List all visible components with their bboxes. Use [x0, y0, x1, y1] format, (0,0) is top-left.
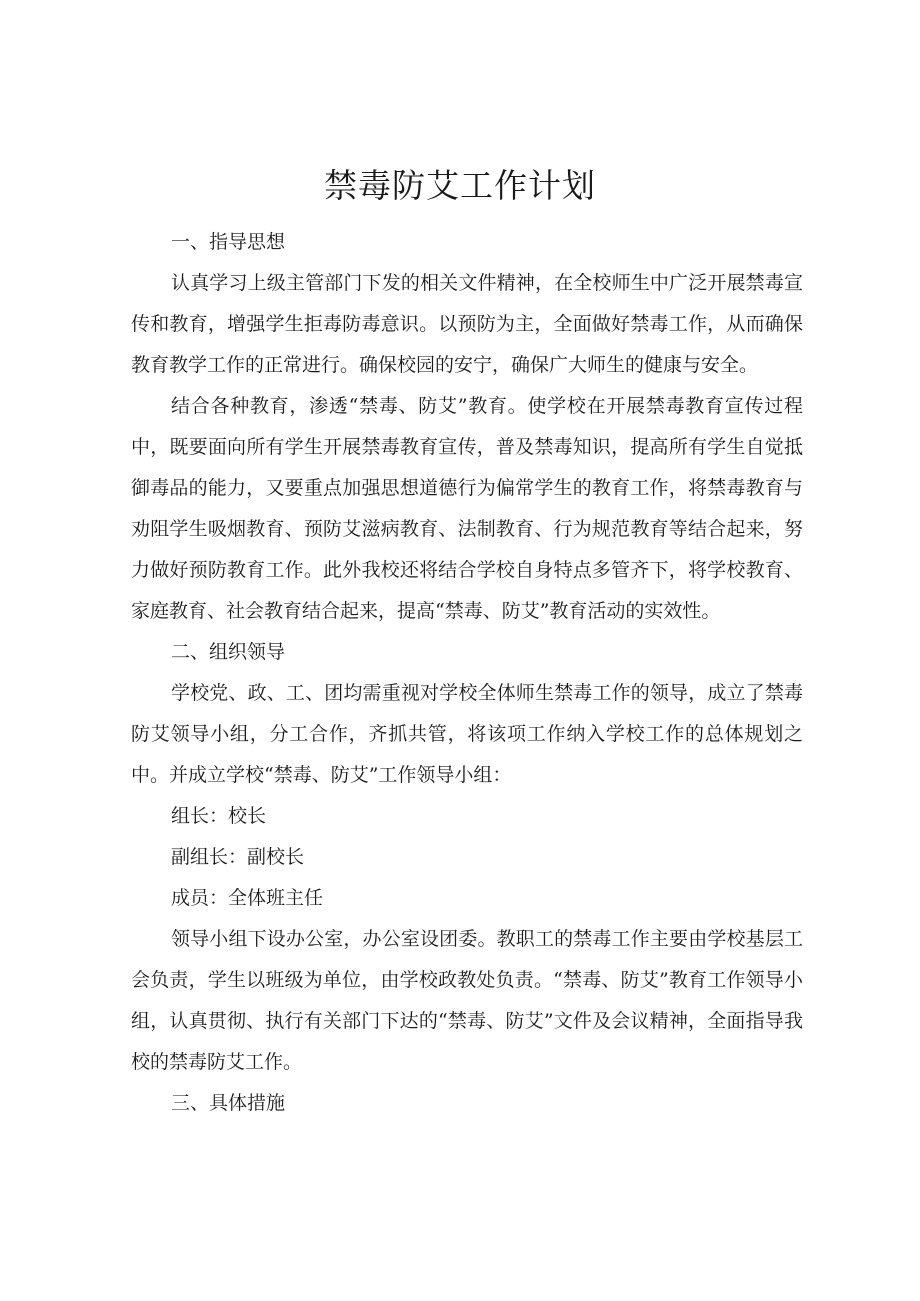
- paragraph-guiding-ideology-2: 结合各种教育，渗透“禁毒、防艾”教育。使学校在开展禁毒教育宣传过程中，既要面向所有学生开展禁毒教育宣传，普及禁毒知识，提高所有学生自觉抵御毒品的能力，又要重点加强思想道德行为偏常学生的教育工作，将禁毒教育与劝阻学生吸烟教育、预防艾滋病教育、法制教育、行为规范教育等结合起来，努力做好预防教育工作。此外我校还将结合学校自身特点多管齐下，将学校教育、家庭教育、社会教育结合起来，提高“禁毒、防艾”教育活动的实效性。: [131, 395, 803, 622]
- paragraph-organization-2: 领导小组下设办公室，办公室设团委。教职工的禁毒工作主要由学校基层工会负责，学生以班级为单位，由学校政教处负责。“禁毒、防艾”教育工作领导小组，认真贯彻、执行有关部门下达的“禁毒、防艾”文件及会议精神，全面指导我校的禁毒防艾工作。: [131, 928, 803, 1073]
- document-body: [131, 222, 803, 1124]
- paragraph-organization-1: 学校党、政、工、团均需重视对学校全体师生禁毒工作的领导，成立了禁毒防艾领导小组，分工合作，齐抓共管，将该项工作纳入学校工作的总体规划之中。并成立学校“禁毒、防艾”工作领导小组：: [131, 682, 803, 786]
- section-heading-organization: 二、组织领导: [171, 641, 286, 663]
- leader-line: 组长：校长: [171, 805, 267, 827]
- deputy-leader-line: 副组长：副校长: [171, 846, 305, 868]
- section-heading-measures: 三、具体措施: [171, 1092, 286, 1114]
- paragraph-guiding-ideology-1: 认真学习上级主管部门下发的相关文件精神，在全校师生中广泛开展禁毒宣传和教育，增强学生拒毒防毒意识。以预防为主，全面做好禁毒工作，从而确保教育教学工作的正常进行。确保校园的安宁，确保广大师生的健康与安全。: [131, 272, 803, 376]
- section-heading-guiding-ideology: 一、指导思想: [171, 231, 286, 253]
- members-line: 成员：全体班主任: [171, 887, 324, 909]
- document-title: 禁毒防艾工作计划: [324, 166, 596, 205]
